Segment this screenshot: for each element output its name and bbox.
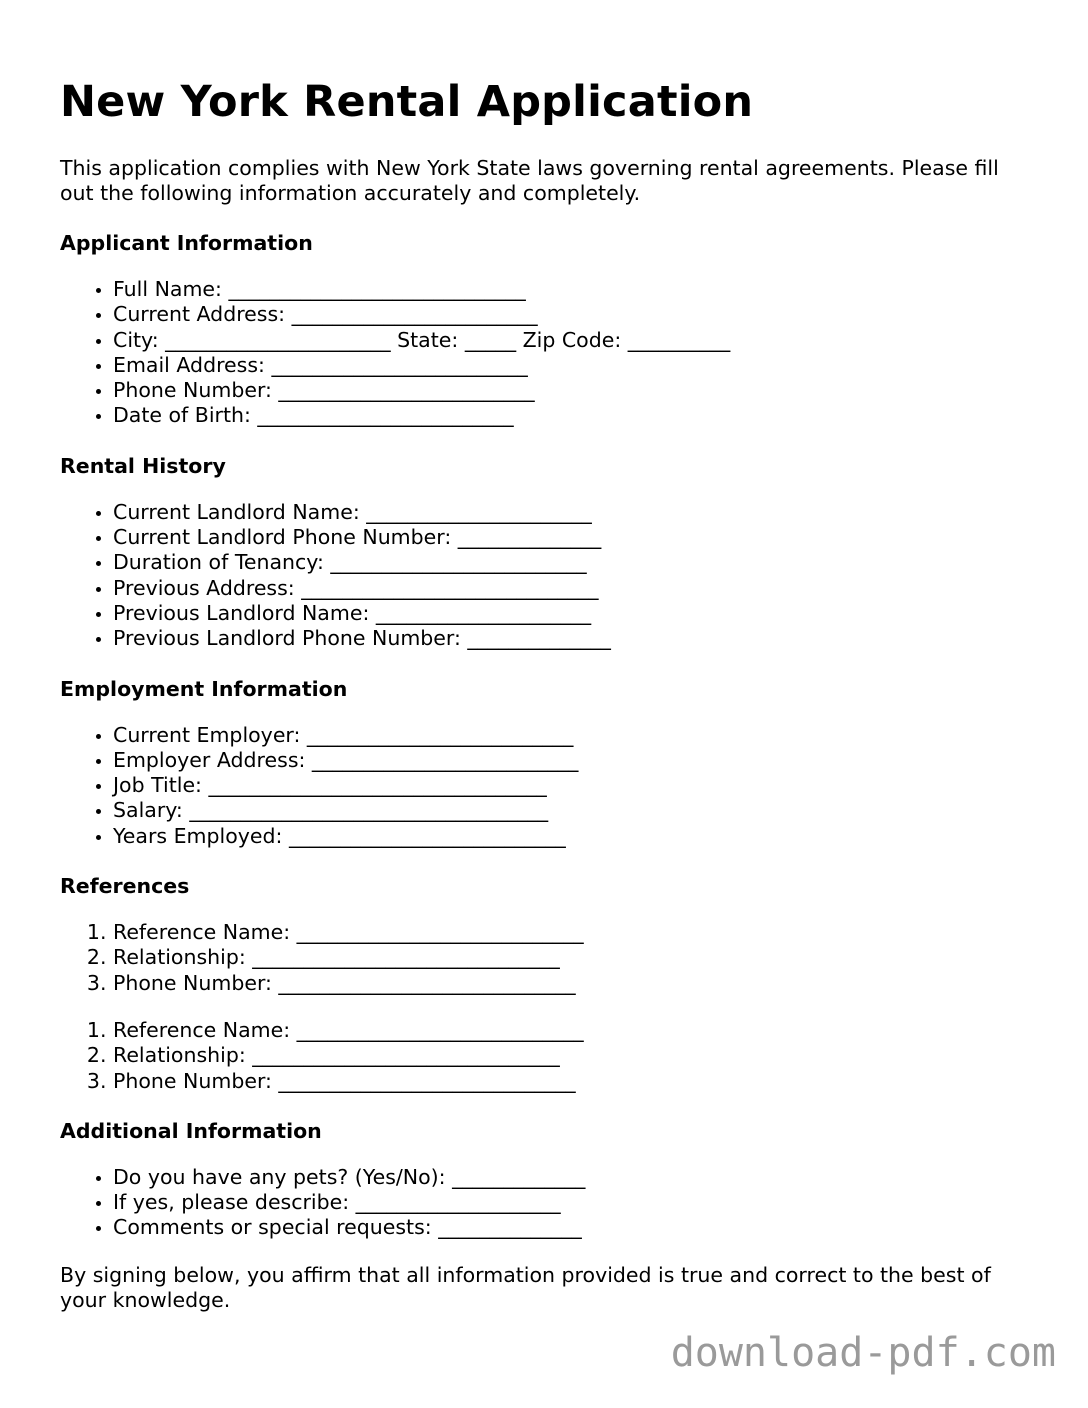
field-previous-landlord-phone[interactable]: • Previous Landlord Phone Number: ______________ [113,626,1035,651]
intro-paragraph: This application complies with New York State laws governing rental agreements. Please fill out the following information accurately and completely. [60,156,999,205]
field-salary[interactable]: • Salary: ___________________________________ [113,798,1035,823]
section-heading-references: References [60,874,190,899]
field-email-address[interactable]: • Email Address: _________________________ [113,353,1035,378]
field-current-landlord-phone[interactable]: • Current Landlord Phone Number: ______________ [113,525,1035,550]
field-reference-1-name[interactable]: 1. Reference Name: ____________________________ [113,920,1035,945]
field-reference-1-relationship[interactable]: 2. Relationship: ______________________________ [113,945,1035,970]
section-heading-rental-history: Rental History [60,453,226,478]
field-previous-landlord-name[interactable]: • Previous Landlord Name: _____________________ [113,601,1035,626]
field-city-state-zip[interactable]: • City: ______________________ State: _____ Zip Code: __________ [113,328,1035,353]
reference-1-list [60,920,1035,996]
employment-field-list [60,723,1035,849]
field-date-of-birth[interactable]: • Date of Birth: _________________________ [113,403,1035,428]
field-reference-2-relationship[interactable]: 2. Relationship: ______________________________ [113,1043,1035,1068]
field-pet-description[interactable]: • If yes, please describe: ____________________ [113,1190,1035,1215]
field-previous-address[interactable]: • Previous Address: _____________________________ [113,576,1035,601]
field-job-title[interactable]: • Job Title: _________________________________ [113,773,1035,798]
field-employer-address[interactable]: • Employer Address: __________________________ [113,748,1035,773]
additional-field-list [60,1165,1035,1241]
section-heading-additional: Additional Information [60,1118,322,1143]
field-reference-1-phone[interactable]: 3. Phone Number: _____________________________ [113,971,1035,996]
field-pets[interactable]: • Do you have any pets? (Yes/No): _____________ [113,1165,1035,1190]
field-comments[interactable]: • Comments or special requests: ______________ [113,1215,1035,1240]
section-heading-employment: Employment Information [60,676,348,701]
field-duration-of-tenancy[interactable]: • Duration of Tenancy: _________________________ [113,550,1035,575]
field-years-employed[interactable]: • Years Employed: ___________________________ [113,824,1035,849]
field-phone-number[interactable]: • Phone Number: _________________________ [113,378,1035,403]
field-reference-2-phone[interactable]: 3. Phone Number: _____________________________ [113,1069,1035,1094]
field-reference-2-name[interactable]: 1. Reference Name: ____________________________ [113,1018,1035,1043]
watermark: download-pdf.com [670,1330,1056,1376]
closing-statement: By signing below, you affirm that all information provided is true and correct to the best of your knowledge. [60,1262,991,1312]
field-current-address[interactable]: • Current Address: ________________________ [113,302,1035,327]
applicant-field-list [60,277,1035,429]
field-current-landlord-name[interactable]: • Current Landlord Name: ______________________ [113,500,1035,525]
field-current-employer[interactable]: • Current Employer: __________________________ [113,723,1035,748]
field-full-name[interactable]: • Full Name: _____________________________ [113,277,1035,302]
page-title: New York Rental Application [60,77,754,127]
document-page [60,72,1035,1313]
rental-history-field-list [60,500,1035,652]
section-heading-applicant: Applicant Information [60,231,313,255]
reference-2-list [60,1018,1035,1094]
